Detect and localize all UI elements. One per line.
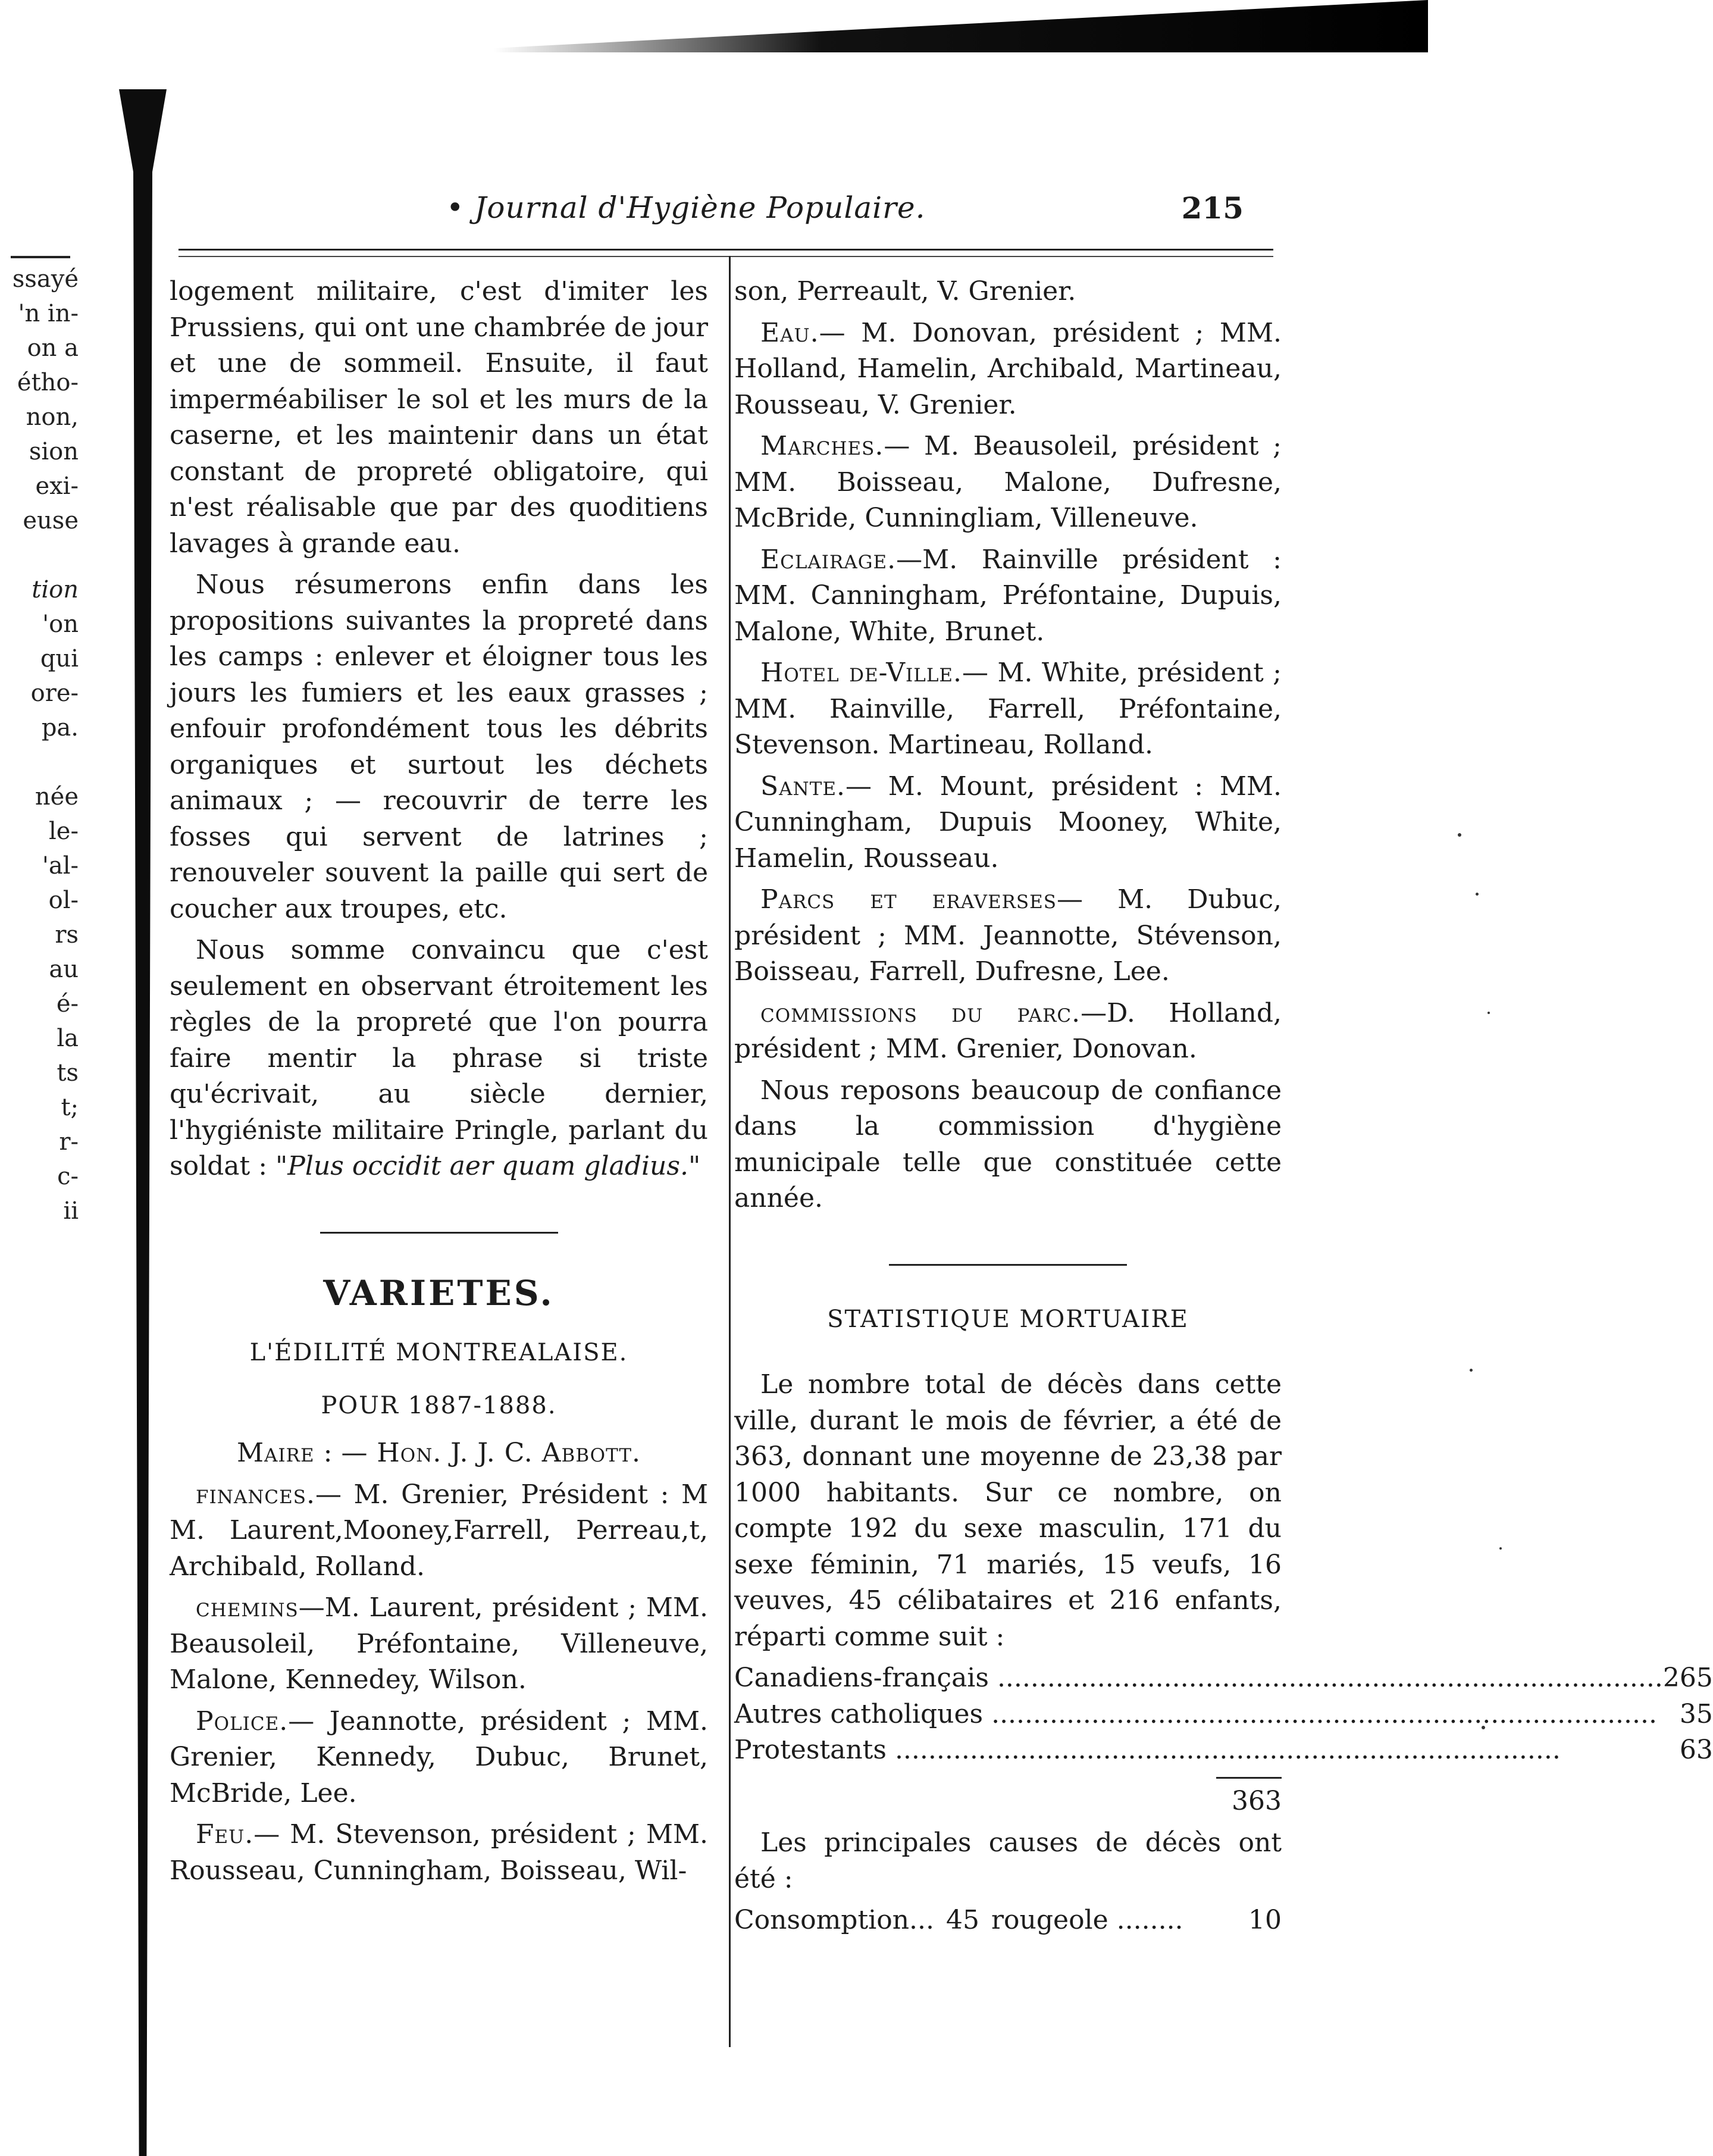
bleed-line: la xyxy=(57,1025,79,1052)
bleed-line: au xyxy=(49,956,79,983)
entry-text: — Jeannotte, président ; MM. Grenier, Kennedy, Dubuc, Brunet, McBride, Lee. xyxy=(170,1706,708,1808)
scan-speck xyxy=(1499,1547,1502,1550)
table-value: 35 xyxy=(1679,1698,1713,1729)
cause-label: Consomption... xyxy=(734,1905,934,1935)
paragraph: son, Perreault, V. Grenier. xyxy=(734,276,1076,306)
bleed-line: t; xyxy=(61,1094,79,1121)
committee-entry xyxy=(734,655,1282,763)
table-label: Autres catholiques ..... xyxy=(734,1697,1663,1733)
entry-label: Parcs et eraverses xyxy=(760,884,1057,915)
bleed-line: exi- xyxy=(35,472,79,500)
bleed-line: 'n in- xyxy=(18,300,79,327)
bleed-line xyxy=(0,538,83,572)
paragraph: logement militaire, c'est d'imiter les Prussiens, qui ont une chambrée de jour et une de sommeil. Ensuite, il faut imperméabiliser le sol et les murs de la caserne, et les maintenir dans un état constant de propreté obligatoire, qui n'est réalisable que par des quoditiens lavages à grande eau. xyxy=(170,276,708,559)
entry-label: Hotel de-Ville. xyxy=(760,658,963,688)
mortality-table xyxy=(734,1660,1713,1769)
table-label: Canadiens-français ..... xyxy=(734,1660,1663,1697)
bleed-line: ii xyxy=(63,1197,79,1225)
scan-speck xyxy=(1487,1012,1490,1014)
bleed-line: née xyxy=(35,783,79,811)
bleed-line: c- xyxy=(57,1163,79,1190)
table-row xyxy=(734,1697,1713,1733)
entry-text: —D. Holland, président ; MM. Grenier, Donovan. xyxy=(734,997,1282,1064)
entry-text: —M. Laurent, président ; MM. Beausoleil, Préfontaine, Villeneuve, Malone, Kennedey, Wilson. xyxy=(170,1592,708,1695)
journal-title: • Journal d'Hygiène Populaire. xyxy=(446,190,926,225)
bleed-line: 'al- xyxy=(42,852,79,880)
bleed-line: ol- xyxy=(48,887,79,914)
entry-text: —M. Rainville président : MM. Canningham, Préfontaine, Dupuis, Malone, White, Brunet. xyxy=(734,544,1282,647)
header-rule-double xyxy=(178,256,1273,257)
scan-shadow-left xyxy=(119,89,167,2156)
entry-text: — M. White, président ; MM. Rainville, Farrell, Préfontaine, Stevenson. Martineau, Rolland. xyxy=(734,658,1282,760)
entry-label: Eau. xyxy=(760,317,819,348)
bleed-line: é- xyxy=(56,990,79,1018)
paragraph: Nous résumerons enfin dans les propositions suivantes la propreté dans les camps : enlever et éloigner tous les jours les fumiers et les eaux grasses ; enfouir profondément tous les débrits organiques et surtout les déchets animaux ; — recouvrir de terre les fosses qui servent de latrines ; renouveler souvent la paille qui sert de coucher aux troupes, etc. xyxy=(170,569,708,924)
table-label: Protestants ..... xyxy=(734,1732,1663,1769)
cause-value: 45 xyxy=(946,1905,979,1935)
committee-entry xyxy=(170,1477,708,1585)
bleed-line: ore- xyxy=(30,680,79,707)
table-row xyxy=(734,1732,1713,1769)
scan-speck xyxy=(1482,1726,1485,1729)
right-column xyxy=(734,274,1713,1939)
entry-text: — M. Grenier, Président : M M. Laurent,Mooney,Farrell, Perreau,t, Archibald, Rolland. xyxy=(170,1479,708,1582)
entry-text: — M. Donovan, président ; MM. Holland, Hamelin, Archibald, Martineau, Rousseau, V. Grenier. xyxy=(734,317,1282,420)
paragraph: Le nombre total de décès dans cette ville, durant le mois de février, a été de 363, donnant une moyenne de 23,38 par 1000 habitants. Sur ce nombre, on compte 192 du sexe masculin, 171 du sexe féminin, 71 mariés, 15 veufs, 16 veuves, 45 célibataires et 216 enfants, réparti comme suit : xyxy=(734,1369,1282,1652)
bleed-line: étho- xyxy=(17,369,79,396)
entry-text: — M. Mount, président : MM. Cunningham, Dupuis Mooney, White, Hamelin, Rousseau. xyxy=(734,771,1282,874)
committee-entry xyxy=(170,1704,708,1812)
bleed-line: euse xyxy=(23,507,79,534)
scan-shadow-top xyxy=(494,0,1428,52)
committee-entry xyxy=(734,882,1282,990)
paragraph: Les principales causes de décès ont été : xyxy=(734,1828,1282,1894)
committee-entry xyxy=(734,996,1282,1068)
header-rule xyxy=(178,249,1273,251)
entry-label: Police. xyxy=(196,1706,289,1736)
cause-label: rougeole ........ xyxy=(991,1905,1183,1935)
left-column xyxy=(170,274,708,1894)
table-value: 265 xyxy=(1662,1663,1713,1693)
bleed-line: non, xyxy=(26,403,79,431)
entry-text: — M. Beausoleil, président ; MM. Boisseau, Malone, Dufresne, McBride, Cunningliam, Villeneuve. xyxy=(734,431,1282,533)
committee-entry xyxy=(170,1590,708,1698)
committee-entry xyxy=(734,315,1282,424)
table-total: 363 xyxy=(1232,1785,1282,1816)
bleed-rule xyxy=(11,256,70,258)
bleed-line: le- xyxy=(49,818,79,845)
column-divider xyxy=(729,256,731,2047)
paragraph-text: " xyxy=(688,1151,701,1181)
cause-value: 10 xyxy=(1248,1905,1282,1935)
bleed-line xyxy=(0,745,83,780)
bleed-through-text xyxy=(0,262,83,1228)
paragraph-text: Nous somme convaincu que c'est seulement en observant étroitement les règles de la propreté que l'on pourra faire mentir la phrase si triste qu'écrivait, au siècle dernier, l'hygiéniste militaire Pringle, parlant du soldat : " xyxy=(170,935,708,1181)
table-row xyxy=(734,1660,1713,1697)
entry-label: finances. xyxy=(196,1479,315,1510)
running-head xyxy=(416,190,1297,238)
scan-speck xyxy=(1476,893,1479,896)
entry-label: Eclairage. xyxy=(760,544,897,575)
entry-label: Maire : xyxy=(236,1438,333,1468)
bleed-line: ts xyxy=(57,1059,79,1087)
entry-text: — M. Stevenson, président ; MM. Rousseau, Cunningham, Boisseau, Wil- xyxy=(170,1819,708,1886)
entry-label: commissions du parc. xyxy=(760,997,1081,1028)
causes-line xyxy=(734,1902,1282,1939)
bleed-line: sion xyxy=(29,438,79,465)
paragraph: Nous reposons beaucoup de confiance dans la commission d'hygiène municipale telle que constituée cette année. xyxy=(734,1075,1282,1213)
scan-speck xyxy=(1458,833,1461,837)
page-number: 215 xyxy=(1181,190,1244,226)
entry-label: Feu. xyxy=(196,1819,254,1850)
subsection-subtitle: POUR 1887-1888. xyxy=(321,1391,557,1419)
subsection-title: L'ÉDILITÉ MONTREALAISE. xyxy=(249,1339,628,1366)
bleed-line: ssayé xyxy=(12,265,79,293)
committee-entry xyxy=(734,769,1282,877)
table-value: 63 xyxy=(1679,1735,1713,1765)
bleed-line: on a xyxy=(27,334,79,362)
bleed-line: r- xyxy=(59,1128,79,1156)
committee-entry xyxy=(170,1817,708,1889)
committee-entry xyxy=(734,542,1282,650)
total-rule xyxy=(1216,1777,1282,1779)
entry-text: — M. Dubuc, président ; MM. Jeannotte, Stévenson, Boisseau, Farrell, Dufresne, Lee. xyxy=(734,884,1282,987)
bleed-line: rs xyxy=(55,921,79,949)
scan-speck xyxy=(1470,1369,1473,1372)
section-title: VARIETES. xyxy=(323,1272,555,1313)
bleed-line: tion xyxy=(32,576,79,603)
section-title: STATISTIQUE MORTUAIRE xyxy=(827,1305,1189,1333)
entry-label: Sante. xyxy=(760,771,845,802)
bleed-line: 'on xyxy=(42,611,79,638)
bleed-line: qui xyxy=(40,645,79,672)
committee-entry xyxy=(734,428,1282,537)
maire-line xyxy=(170,1435,708,1472)
paragraph xyxy=(170,933,708,1185)
entry-label: chemins xyxy=(196,1592,299,1623)
bleed-line: pa. xyxy=(41,714,79,741)
entry-label: Marches. xyxy=(760,431,884,461)
latin-quote: Plus occidit aer quam gladius. xyxy=(287,1151,688,1181)
entry-text: — Hon. J. J. C. Abbott. xyxy=(341,1438,641,1468)
